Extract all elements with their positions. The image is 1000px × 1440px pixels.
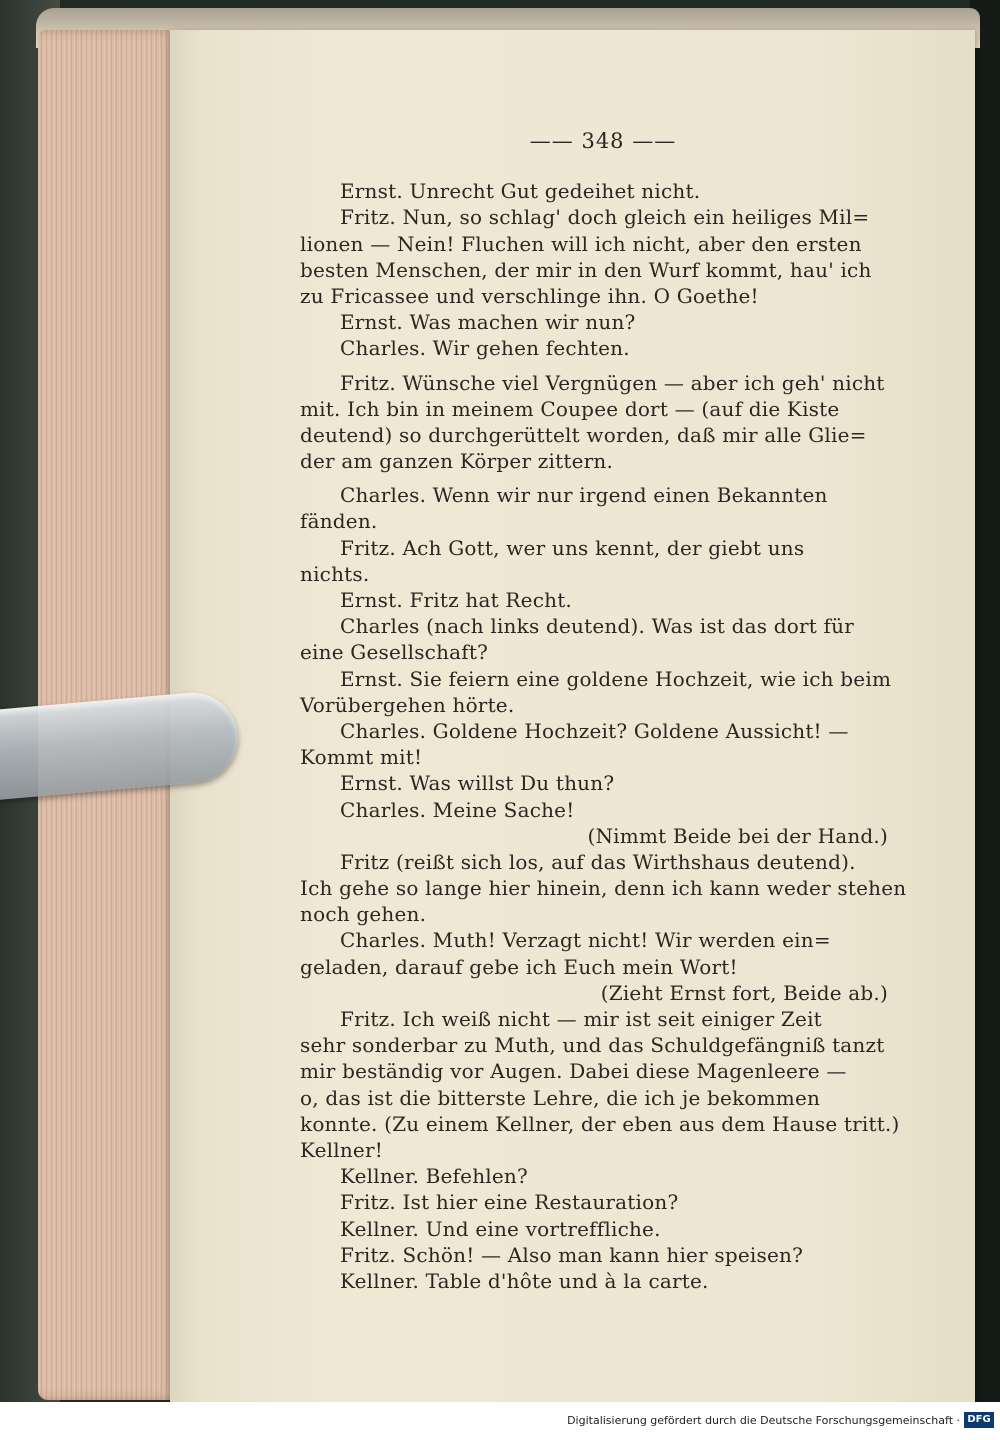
text-line: Ernst. Unrecht Gut gedeihet nicht. bbox=[340, 179, 701, 204]
text-line: konnte. (Zu einem Kellner, der eben aus dem Hause tritt.) bbox=[300, 1111, 900, 1136]
text-line: mit. Ich bin in meinem Coupee dort — (auf die Kiste bbox=[300, 396, 840, 421]
text-line: Fritz. Ich weiß nicht — mir ist seit einiger Zeit bbox=[340, 1007, 822, 1032]
text-line: Fritz. Nun, so schlag' doch gleich ein heiliges Mil= bbox=[340, 205, 870, 230]
text-line: noch gehen. bbox=[300, 902, 427, 927]
text-line: Charles. Wenn wir nur irgend einen Bekannten bbox=[340, 483, 828, 508]
text-line: Ernst. Was willst Du thun? bbox=[340, 771, 615, 796]
text-line: deutend) so durchgerüttelt worden, daß mir alle Glie= bbox=[300, 422, 867, 447]
text-line: sehr sonderbar zu Muth, und das Schuldgefängniß tanzt bbox=[300, 1033, 885, 1058]
text-line: Ich gehe so lange hier hinein, denn ich kann weder stehen bbox=[300, 876, 907, 901]
text-lines bbox=[300, 178, 906, 1294]
text-line: Vorübergehen hörte. bbox=[300, 692, 515, 717]
text-line: Fritz. Wünsche viel Vergnügen — aber ich geh' nicht bbox=[340, 370, 885, 395]
text-line: (Nimmt Beide bei der Hand.) bbox=[587, 823, 888, 848]
text-line: Fritz. Ach Gott, wer uns kennt, der giebt uns bbox=[340, 535, 805, 560]
text-line: Charles. Wir gehen fechten. bbox=[340, 336, 630, 361]
text-line: lionen — Nein! Fluchen will ich nicht, aber den ersten bbox=[300, 231, 862, 256]
page-number: —— 348 —— bbox=[529, 129, 677, 153]
text-line: fänden. bbox=[300, 509, 378, 534]
text-line: der am ganzen Körper zittern. bbox=[300, 449, 614, 474]
page-text bbox=[300, 128, 906, 1294]
text-line: Ernst. Sie feiern eine goldene Hochzeit, wie ich beim bbox=[340, 666, 892, 691]
text-line: Kellner! bbox=[300, 1137, 383, 1162]
text-line: Ernst. Fritz hat Recht. bbox=[340, 588, 572, 613]
text-line: zu Fricassee und verschlinge ihn. O Goethe! bbox=[300, 283, 759, 308]
text-line: Kellner. Befehlen? bbox=[340, 1164, 528, 1189]
text-line: nichts. bbox=[300, 561, 370, 586]
text-line: Fritz (reißt sich los, auf das Wirthshaus deutend). bbox=[340, 849, 856, 874]
text-line: Charles. Goldene Hochzeit? Goldene Aussicht! — bbox=[340, 718, 849, 743]
text-line: Kellner. Und eine vortreffliche. bbox=[340, 1216, 661, 1241]
text-line: (Zieht Ernst fort, Beide ab.) bbox=[600, 980, 888, 1005]
text-line: geladen, darauf gebe ich Euch mein Wort! bbox=[300, 954, 738, 979]
footer-strip bbox=[0, 1402, 1000, 1440]
text-line: o, das ist die bitterste Lehre, die ich je bekommen bbox=[300, 1085, 821, 1110]
text-line: mir beständig vor Augen. Dabei diese Magenleere — bbox=[300, 1059, 847, 1084]
paragraph-gap bbox=[300, 362, 906, 370]
text-line: Kommt mit! bbox=[300, 745, 423, 770]
dfg-credit: Digitalisierung gefördert durch die Deutsche Forschungsgemeinschaft · bbox=[567, 1414, 960, 1427]
text-line: Charles (nach links deutend). Was ist das dort für bbox=[340, 614, 854, 639]
text-line: Fritz. Schön! — Also man kann hier speisen? bbox=[340, 1242, 804, 1267]
text-line: Charles. Muth! Verzagt nicht! Wir werden ein= bbox=[340, 928, 831, 953]
text-line: Charles. Meine Sache! bbox=[340, 797, 575, 822]
text-line: Kellner. Table d'hôte und à la carte. bbox=[340, 1268, 709, 1293]
text-line: Fritz. Ist hier eine Restauration? bbox=[340, 1190, 679, 1215]
dfg-logo: DFG bbox=[964, 1412, 994, 1428]
text-line: eine Gesellschaft? bbox=[300, 640, 489, 665]
text-line: besten Menschen, der mir in den Wurf kommt, hau' ich bbox=[300, 257, 872, 282]
paragraph-gap bbox=[300, 474, 906, 482]
text-line: Ernst. Was machen wir nun? bbox=[340, 310, 636, 335]
